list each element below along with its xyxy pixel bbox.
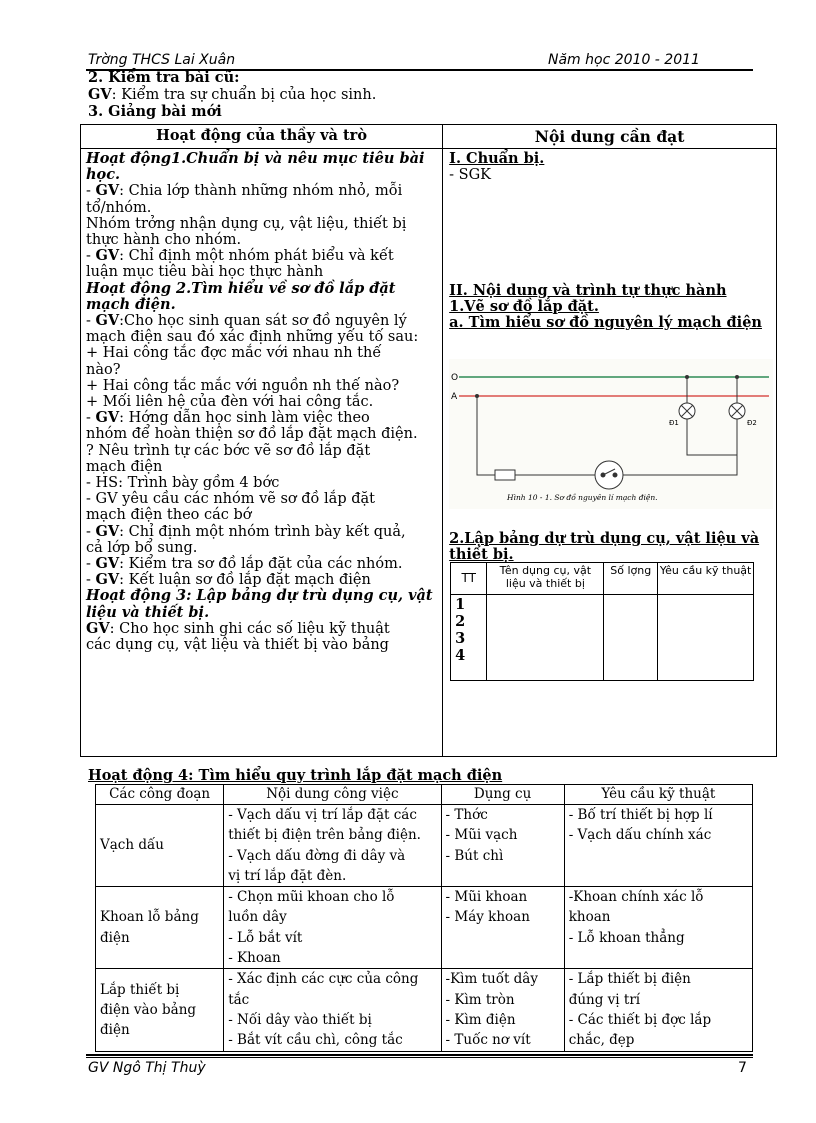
gv-label: GV: [86, 619, 110, 637]
footer-rule-thin: [86, 1057, 753, 1058]
diagram-caption: Hình 10 - 1. Sơ đồ nguyên lí mạch điện.: [507, 493, 658, 502]
cell-line: -Khoan chính xác lỗ: [568, 889, 704, 906]
col2-header: Nội dung cần đạt: [443, 125, 777, 149]
prep-heading: I. Chuẩn bị.: [449, 150, 545, 167]
eq-cell: [604, 595, 658, 681]
activity-line: luận mục tiêu bài học thực hành: [86, 264, 324, 281]
gv-label: GV: [95, 312, 120, 330]
content-heading: II. Nội dung và trình tự thực hành: [449, 282, 727, 299]
cell-line: luồn dây: [228, 909, 287, 926]
footer-rule: [86, 1054, 753, 1056]
cell-line: chắc, đẹp: [568, 1032, 635, 1049]
cell-line: - Vạch dấu vị trí lắp đặt các: [228, 807, 417, 823]
activity-line: - GV: Kiểm tra sơ đồ lắp đặt của các nhóm.: [86, 555, 403, 573]
cell-line: - Lỗ bắt vít: [228, 929, 303, 946]
cell-line: - Lỗ khoan thẳng: [568, 929, 685, 946]
process-row: [96, 887, 753, 969]
cell-line: điện: [100, 929, 130, 946]
activity-4-title: Hoạt động 4: Tìm hiểu quy trình lắp đặt mạch điện: [88, 767, 503, 784]
process-content: [224, 969, 441, 1051]
eq-row-3: 3: [455, 630, 466, 647]
cell-line: - Chọn mũi khoan cho lỗ: [228, 889, 395, 906]
gv-label: GV: [95, 247, 120, 265]
activity-line: mạch điện: [86, 458, 163, 475]
cell-line: - Mũi vạch: [445, 827, 518, 844]
cell-line: Khoan lỗ bảng: [100, 909, 199, 926]
process-header-tools: Dụng cụ: [441, 785, 564, 805]
draw-diagram-heading: 1.Vẽ sơ đồ lắp đặt.: [449, 298, 599, 316]
eq-cell: [487, 595, 604, 681]
cell-line: - Bắt vít cầu chì, công tắc: [228, 1032, 403, 1049]
page-number: 7: [738, 1060, 747, 1076]
activity-line: các dụng cụ, vật liệu và thiết bị vào bảng: [86, 637, 389, 654]
process-stage: [96, 887, 224, 969]
eq-row-1: 1: [455, 596, 466, 613]
budget-heading-2: thiết bị.: [449, 546, 514, 564]
activity-line: - GV: Chia lớp thành những nhóm nhỏ, mỗi: [86, 182, 403, 200]
eq-row-2: 2: [455, 613, 466, 630]
activity-line: cả lớp bổ sung.: [86, 539, 198, 556]
gv-label: GV: [95, 571, 120, 589]
activity-line: + Hai công tắc mắc với nguồn nh thế nào?: [86, 377, 400, 394]
eq-cell: [658, 595, 754, 681]
school-year: Năm học 2010 - 2011: [548, 52, 700, 68]
main-table: [80, 124, 777, 757]
gv-label: GV: [88, 86, 112, 103]
cell-line: - Khoan: [228, 950, 281, 967]
activity-line: nào?: [86, 361, 121, 378]
activity-line: - GV: Hớng dẫn học sinh làm việc theo: [86, 409, 370, 427]
section-2-title: 2. Kiểm tra bài cũ:: [88, 69, 240, 86]
cell-line: - Máy khoan: [445, 909, 530, 926]
cell-line: - Các thiết bị đợc lắp: [568, 1011, 712, 1028]
label-o: O: [451, 373, 459, 383]
cell-line: - Bố trí thiết bị hợp lí: [568, 807, 713, 823]
activity-line: - GV: Kết luận sơ đồ lắp đặt mạch điện: [86, 571, 371, 589]
cell-line: - Bút chì: [445, 847, 504, 864]
cell-line: - Nối dây vào thiết bị: [228, 1011, 372, 1028]
process-content: [224, 805, 441, 887]
process-stage: [96, 969, 224, 1051]
activity-line: Nhóm trởng nhận dụng cụ, vật liệu, thiết bị: [86, 215, 407, 232]
cell-line: - Xác định các cực của công: [228, 971, 419, 988]
cell-line: - Kìm tròn: [445, 991, 515, 1008]
cell-line: - Kìm điện: [445, 1011, 516, 1028]
gv-label: GV: [95, 555, 120, 573]
process-requirements: [564, 887, 752, 969]
process-row: [96, 805, 753, 887]
cell-line: - Tuốc nơ vít: [445, 1032, 531, 1049]
fuse-symbol: [495, 470, 515, 480]
eq-header-qty: Số lợng: [604, 563, 658, 595]
cell-line: - Mũi khoan: [445, 889, 528, 906]
budget-heading-1: 2.Lập bảng dự trù dụng cụ, vật liệu và: [449, 530, 760, 547]
eq-header-name: Tên dụng cụ, vật liệu và thiết bị: [487, 563, 604, 595]
cell-line: đúng vị trí: [568, 991, 641, 1008]
cell-line: điện vào bảng: [100, 1001, 197, 1018]
left-column: [81, 149, 443, 757]
switch-symbol: [595, 461, 623, 489]
activity-line: GV: Cho học sinh ghi các số liệu kỹ thuật: [86, 619, 390, 637]
activity-line: + Mối liên hệ của đèn với hai công tắc.: [86, 394, 374, 411]
activity-line: - GV: Chỉ định một nhóm phát biểu và kết: [86, 247, 394, 265]
col1-header: Hoạt động của thầy và trò: [81, 125, 443, 149]
activity-line: thực hành cho nhóm.: [86, 232, 242, 249]
activity-line: + Hai công tắc đợc mắc với nhau nh thế: [86, 345, 382, 362]
prep-item: - SGK: [449, 167, 492, 184]
section-3-title: 3. Giảng bài mới: [88, 103, 222, 120]
circuit-diagram: [449, 359, 773, 509]
activity-line: - GV yêu cầu các nhóm vẽ sơ đồ lắp đặt: [86, 491, 375, 508]
lamp-d1-icon: [679, 403, 695, 419]
activity-line: nhóm để hoàn thiện sơ đồ lắp đặt mạch điện.: [86, 426, 418, 443]
activity-line: mạch điện theo các bớ: [86, 507, 252, 524]
cell-line: Lắp thiết bị: [100, 981, 180, 998]
eq-row-4: 4: [455, 647, 466, 664]
process-header-requirements: Yêu cầu kỹ thuật: [564, 785, 752, 805]
label-a: A: [451, 392, 458, 402]
process-table: [95, 784, 753, 1052]
activity-line: mạch điện.: [86, 295, 176, 313]
teacher-name: GV Ngô Thị Thuỳ: [88, 1060, 206, 1076]
activity-line: - GV:Cho học sinh quan sát sơ đồ nguyên lý: [86, 312, 407, 330]
process-header-content: Nội dung công việc: [224, 785, 441, 805]
process-content: [224, 887, 441, 969]
activity-line: học.: [86, 166, 121, 184]
section-2-line: [88, 87, 376, 103]
activity-line: - GV: Chỉ định một nhóm trình bày kết quả,: [86, 522, 406, 540]
section-2-text: : Kiểm tra sự chuẩn bị của học sinh.: [111, 87, 377, 103]
label-d2: Đ2: [747, 419, 758, 427]
lamp-d2-icon: [729, 403, 745, 419]
label-d1: Đ1: [669, 419, 680, 427]
activity-line: Hoạt động 3: Lập bảng dự trù dụng cụ, vật: [86, 587, 433, 605]
eq-header-req: Yêu cầu kỹ thuật: [658, 563, 754, 595]
activity-line: Hoạt động 2.Tìm hiểu về sơ đồ lắp đặt: [86, 279, 396, 297]
process-tools: [441, 887, 564, 969]
cell-line: tắc: [228, 991, 250, 1008]
cell-line: - Thớc: [445, 807, 488, 823]
cell-line: - Lắp thiết bị điện: [568, 971, 691, 988]
cell-line: - Vạch dấu chính xác: [568, 827, 712, 844]
eq-header-tt: TT: [451, 563, 487, 595]
process-tools: [441, 969, 564, 1051]
school-name: Trờng THCS Lai Xuân: [88, 52, 236, 68]
activity-line: tổ/nhóm.: [86, 199, 152, 216]
cell-line: thiết bị điện trên bảng điện.: [228, 827, 421, 844]
cell-line: vị trí lắp đặt đèn.: [228, 867, 347, 884]
activity-line: liệu và thiết bị.: [86, 603, 210, 621]
process-requirements: [564, 805, 752, 887]
eq-row-numbers: [451, 595, 487, 681]
activity-line: Hoạt động1.Chuẩn bị và nêu mục tiêu bài: [86, 150, 425, 167]
process-row: [96, 969, 753, 1051]
cell-line: khoan: [568, 909, 611, 926]
activity-line: ? Nêu trình tự các bớc vẽ sơ đồ lắp đặt: [86, 442, 371, 459]
activity-line: mạch điện sau đó xác định những yếu tố sau:: [86, 329, 419, 346]
process-requirements: [564, 969, 752, 1051]
cell-line: - Vạch dấu đờng đi dây và: [228, 847, 406, 864]
gv-label: GV: [95, 409, 120, 427]
process-stage: [96, 805, 224, 887]
process-tools: [441, 805, 564, 887]
right-column: [443, 149, 777, 757]
cell-line: Vạch dấu: [100, 837, 164, 854]
gv-label: GV: [95, 182, 120, 200]
process-header-stage: Các công đoạn: [96, 785, 224, 805]
activity-line: - HS: Trình bày gồm 4 bớc: [86, 475, 280, 492]
cell-line: -Kìm tuốt dây: [445, 971, 538, 988]
circuit-heading: a. Tìm hiểu sơ đồ nguyên lý mạch điện: [449, 314, 762, 332]
cell-line: điện: [100, 1022, 130, 1039]
equipment-table: [450, 562, 754, 681]
gv-label: GV: [95, 522, 120, 540]
